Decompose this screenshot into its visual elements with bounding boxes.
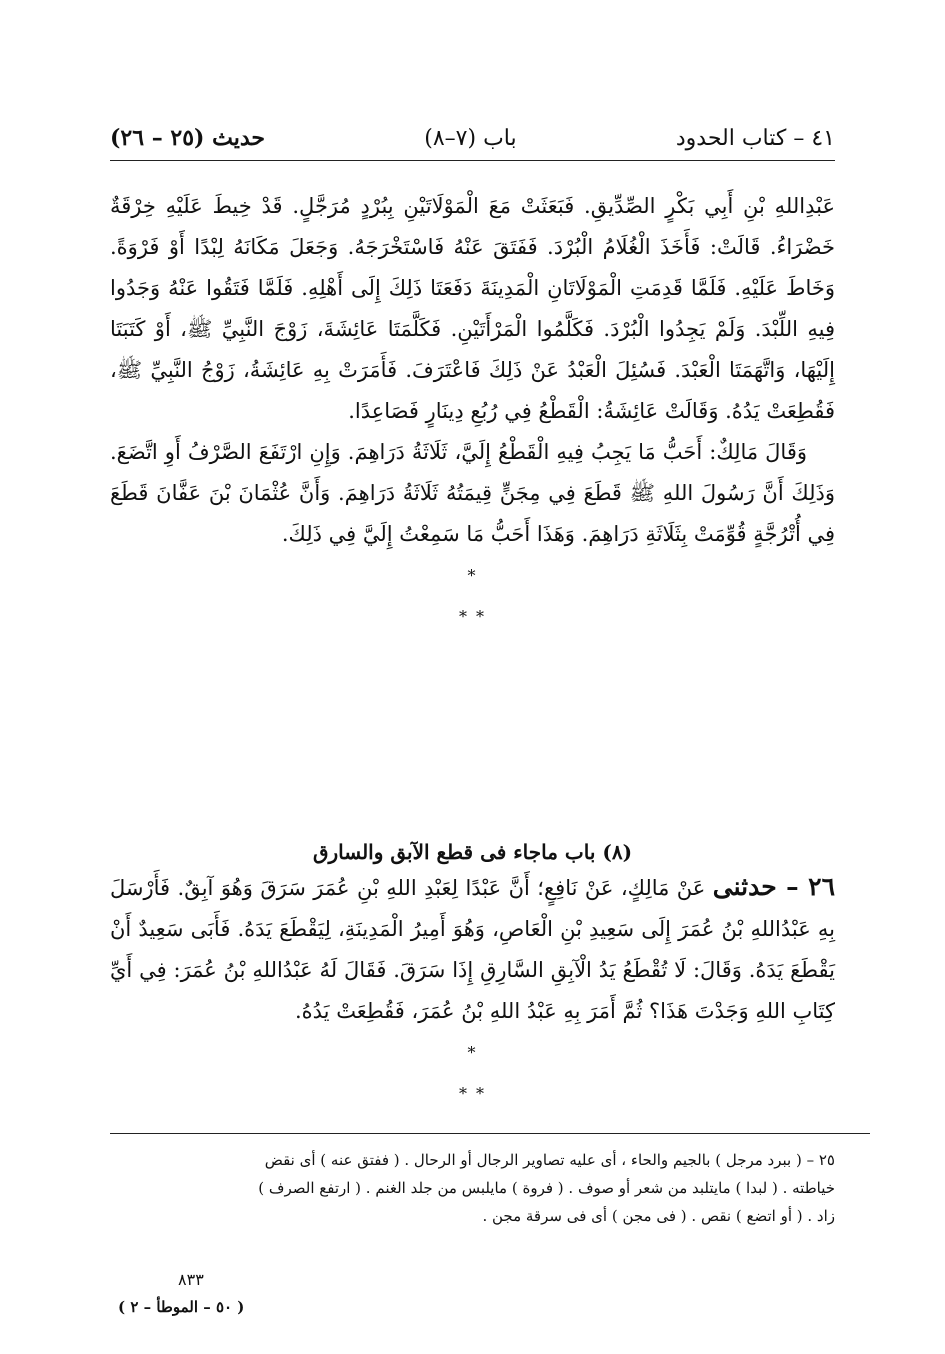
main-text — [110, 186, 835, 637]
paragraph-malik-opinion: وَقَالَ مَالِكٌ: أَحَبُّ مَا يَجِبُ فِيهِ الْقَطْعُ إِلَيَّ، ثَلَاثَةُ دَرَاهِمَ. وَإِنِ ارْتَفَعَ الصَّرْفُ أَوِ اتَّضَعَ. وَذَلِكَ أَنَّ رَسُولَ اللهِ ﷺ قَطَعَ فِي مِجَنٍّ قِيمَتُهُ ثَلَاثَةُ دَرَاهِمَ. وَأَنَّ عُثْمَانَ بْنَ عَفَّانَ قَطَعَ فِي أُتْرُجَّةٍ قُوِّمَتْ بِثَلَاثَةِ دَرَاهِمَ. وَهَذَا أَحَبُّ مَا سَمِعْتُ إِلَيَّ فِي ذَلِكَ. — [110, 440, 835, 546]
footnote-line: خياطته . ( لبدا ) مايتلبد من شعر أو صوف . ( فروة ) مايلبس من جلد الغنم . ( ارتفع الصرف ) — [258, 1179, 835, 1197]
running-header — [110, 118, 835, 158]
footnotes — [110, 1146, 835, 1230]
printer-signature: ( ٥٠ – الموطأ – ٢ ) — [118, 1298, 245, 1316]
header-rule — [110, 160, 835, 161]
header-hadith-range: (٢٥ – ٢٦) حديث — [110, 125, 265, 151]
section-heading: (٨) باب ماجاء فى قطع الآبق والسارق — [312, 840, 633, 864]
footnote-line: ٢٥ – ( ببرد مرجل ) بالجيم والحاء ، أى عليه تصاوير الرجال أو الرحال . ( ففتق عنه ) أى نقض — [264, 1151, 835, 1169]
hadith-26 — [110, 866, 835, 1114]
footnote-line: زاد . ( أو اتضع ) نقص . ( فى مجن ) أى فى سرقة مجن . — [482, 1207, 835, 1225]
separator-stars-2: * * * — [458, 1043, 487, 1103]
hadith-number: ٢٦ – حدثنى — [712, 872, 835, 901]
footnote-rule — [110, 1133, 870, 1134]
hadith-text: عَنْ مَالِكٍ، عَنْ نَافِعٍ؛ أَنَّ عَبْدًا لِعَبْدِ اللهِ بْنِ عُمَرَ سَرَقَ وَهُوَ آبِقٌ. فَأَرْسَلَ بِهِ عَبْدُاللهِ بْنُ عُمَرَ إِلَى سَعِيدِ بْنِ الْعَاصِ، وَهُوَ أَمِيرُ الْمَدِينَةِ، لِيَقْطَعَ يَدَهُ. فَأَبَى سَعِيدٌ أَنْ يَقْطَعَ يَدَهُ. وَقَالَ: لَا تُقْطَعُ يَدُ الْآبِقِ السَّارِقِ إِذَا سَرَقَ. فَقَالَ لَهُ عَبْدُاللهِ بْنُ عُمَرَ: فِي أَيِّ كِتَابِ اللهِ وَجَدْتَ هَذَا؟ ثُمَّ أَمَرَ بِهِ عَبْدُ اللهِ بْنُ عُمَرَ، فَقُطِعَتْ يَدُهُ. — [110, 876, 835, 1023]
header-book-title: ٤١ – كتاب الحدود — [675, 125, 835, 151]
paragraph-aisha-narration: عَبْدِاللهِ بْنِ أَبِي بَكْرٍ الصِّدِّيقِ. فَبَعَثَتْ مَعَ الْمَوْلَاتَيْنِ بِبُرْدٍ مُرَجَّلٍ. قَدْ خِيطَ عَلَيْهِ خِرْقَةٌ خَضْرَاءُ. قَالَتْ: فَأَخَذَ الْغُلَامُ الْبُرْدَ. فَفَتَقَ عَنْهُ فَاسْتَخْرَجَهُ. وَجَعَلَ مَكَانَهُ لِبْدًا أَوْ فَرْوَةً. وَخَاطَ عَلَيْهِ. فَلَمَّا قَدِمَتِ الْمَوْلَاتَانِ الْمَدِينَةَ دَفَعَتَا ذَلِكَ إِلَى أَهْلِهِ. فَلَمَّا فَتَقُوا عَنْهُ وَجَدُوا فِيهِ اللِّبْدَ. وَلَمْ يَجِدُوا الْبُرْدَ. فَكَلَّمُوا الْمَرْأَتَيْنِ. فَكَلَّمَتَا عَائِشَةَ، زَوْجَ النَّبِيِّ ﷺ، أَوْ كَتَبَتَا إِلَيْهَا، وَاتَّهَمَتَا الْعَبْدَ. فَسُئِلَ الْعَبْدُ عَنْ ذَلِكَ فَاعْتَرَفَ. فَأَمَرَتْ بِهِ عَائِشَةُ، زَوْجُ النَّبِيِّ ﷺ، فَقُطِعَتْ يَدُهُ. وَقَالَتْ عَائِشَةُ: الْقَطْعُ فِي رُبُعِ دِينَارٍ فَصَاعِدًا. — [110, 194, 835, 423]
header-chapter: (٧–٨) باب — [424, 125, 517, 151]
separator-stars: * * * — [458, 566, 487, 626]
page-number: ٨٣٣ — [178, 1270, 204, 1289]
